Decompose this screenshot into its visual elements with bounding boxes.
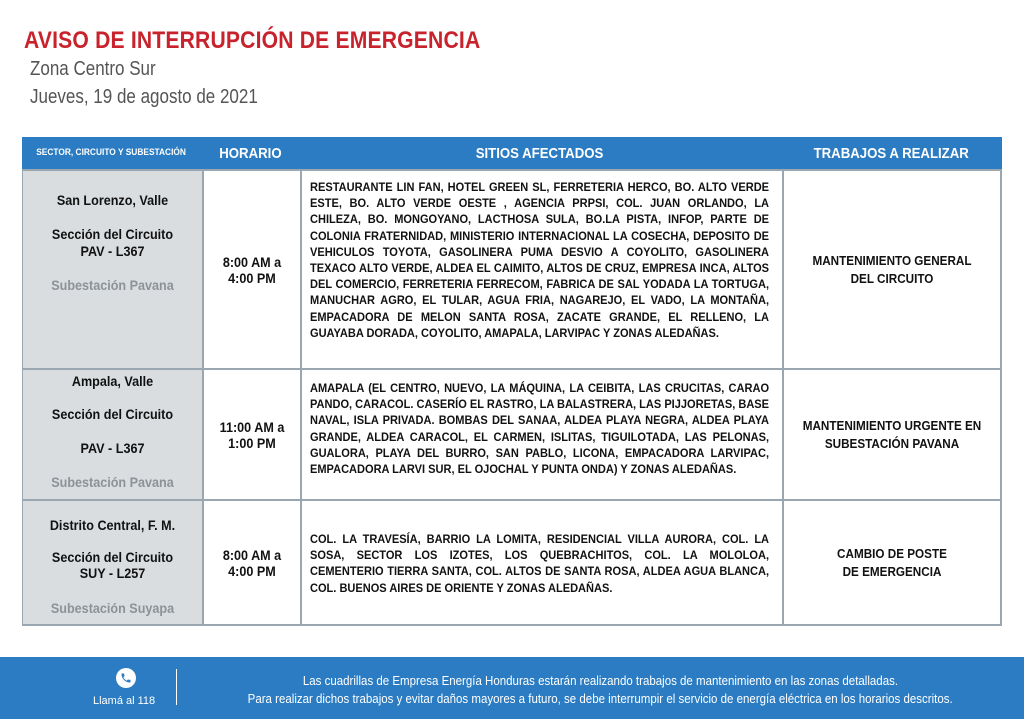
substation-name: Subestación Pavana [51,277,174,293]
work-cell: CAMBIO DE POSTE DE EMERGENCIA [782,501,1002,624]
footer-divider [176,669,177,705]
circuit-label: Sección del Circuito [51,406,174,422]
circuit-label: Sección del Circuito [51,226,174,242]
date-subtitle: Jueves, 19 de agosto de 2021 [30,86,258,108]
footer-message-2: Para realizar dichos trabajos y evitar daños mayores a futuro, se debe interrumpir el servicio de energía eléctrica en los horarios descritos. [247,692,953,706]
sector-cell [22,501,202,624]
call-label[interactable]: Llamá al 118 [93,695,156,707]
table-header [22,137,1002,169]
page-title: AVISO DE INTERRUPCIÓN DE EMERGENCIA [24,27,481,54]
circuit-label: Sección del Circuito [51,549,174,565]
table-row [22,370,1002,501]
sector-cell [22,370,202,499]
zone-subtitle: Zona Centro Sur [30,58,156,80]
column-header-sitios: SITIOS AFECTADOS [476,144,604,162]
circuit-code: PAV - L367 [80,243,145,259]
schedule-cell: 11:00 AM a 1:00 PM [202,370,300,499]
sites-cell: AMAPALA (EL CENTRO, NUEVO, LA MÁQUINA, LA CEIBITA, LAS CRUCITAS, CARAO PANDO, CARACOL. CASERÍO EL RASTRO, LA BALASTRERA, LAS PIJJORETAS, BASE NAVAL, ISLA PRIVADA. BOMBAS DEL SANAA, ALDEA PLAYA NEGRA, ALDEA PLAYA GRANDE, ALDEA CARACOL, EL CARMEN, ISLITAS, TIGUILOTADA, LAS PELONAS, GUALORA, PLAYA DEL BURRO, SAN PABLO, LICONA, EMPACADORA LARVIPAC, EMPACADORA LARVI SUR, EL OJOCHAL Y PUNTA ONDA) Y ZONAS ALEDAÑAS. [300,370,782,499]
work-cell: MANTENIMIENTO URGENTE EN SUBESTACIÓN PAVANA [782,370,1002,499]
substation-name: Subestación Pavana [51,474,174,490]
footer-message-1: Las cuadrillas de Empresa Energía Honduras estarán realizando trabajos de mantenimiento en las zonas detalladas. [302,674,898,688]
footer-banner [0,657,1024,719]
sector-cell [22,171,202,368]
circuit-code: PAV - L367 [80,440,145,456]
column-header-sector: SECTOR, CIRCUITO Y SUBESTACIÓN [36,147,186,158]
circuit-code: SUY - L257 [79,565,146,581]
sector-name: San Lorenzo, Valle [56,192,169,208]
phone-icon[interactable] [116,668,136,688]
sector-name: Distrito Central, F. M. [49,517,176,533]
sites-cell: COL. LA TRAVESÍA, BARRIO LA LOMITA, RESIDENCIAL VILLA AURORA, COL. LA SOSA, SECTOR LOS IZOTES, LOS QUEBRACHITOS, COL. LA MOLOLOA, CEMENTERIO TIERRA SANTA, COL. ALTOS DE SANTA ROSA, ALDEA AGUA BLANCA, COL. BUENOS AIRES DE ORIENTE Y ZONAS ALEDAÑAS. [300,501,782,624]
work-cell: MANTENIMIENTO GENERAL DEL CIRCUITO [782,171,1002,368]
column-header-horario: HORARIO [218,144,282,162]
sector-name: Ampala, Valle [71,373,154,389]
sites-cell: RESTAURANTE LIN FAN, HOTEL GREEN SL, FERRETERIA HERCO, BO. ALTO VERDE ESTE, BO. ALTO VERDE OESTE , AGENCIA PRPSI, COL. JUAN ORLANDO, LA CHILEZA, BO. MONGOYANO, LACTHOSA SULA, BO.LA PISTA, INFOP, PARTE DE COLONIA FRATERNIDAD, MINISTERIO INTERNACIONAL LA COSECHA, DEPOSITO DE VEHICULOS TOYOTA, GASOLINERA PUMA DESVIO A COYOLITO, GASOLINERA TEXACO ALTO VERDE, ALDEA EL CAIMITO, ALTOS DE CRUZ, EMPRESA INCA, ALTOS DEL COMERCIO, FERRETERIA FERRECOM, FABRICA DE SAL YODADA LA TORTUGA, MANUCHAR AGRO, EL TULAR, AGUA FRIA, NAGAREJO, EL VADO, LA MONTAÑA, EMPACADORA DE MELON SANTA ROSA, ZACATE GRANDE, EL RELLENO, LA GUAYABA DORADA, COYOLITO, AMAPALA, LARVIPAC Y ZONAS ALEDAÑAS. [300,171,782,368]
table-row [22,169,1002,370]
substation-name: Subestación Suyapa [50,600,175,616]
column-header-trabajos: TRABAJOS A REALIZAR [813,144,969,162]
outage-table [22,137,1002,626]
schedule-cell: 8:00 AM a 4:00 PM [202,171,300,368]
schedule-cell: 8:00 AM a 4:00 PM [202,501,300,624]
table-row [22,501,1002,626]
